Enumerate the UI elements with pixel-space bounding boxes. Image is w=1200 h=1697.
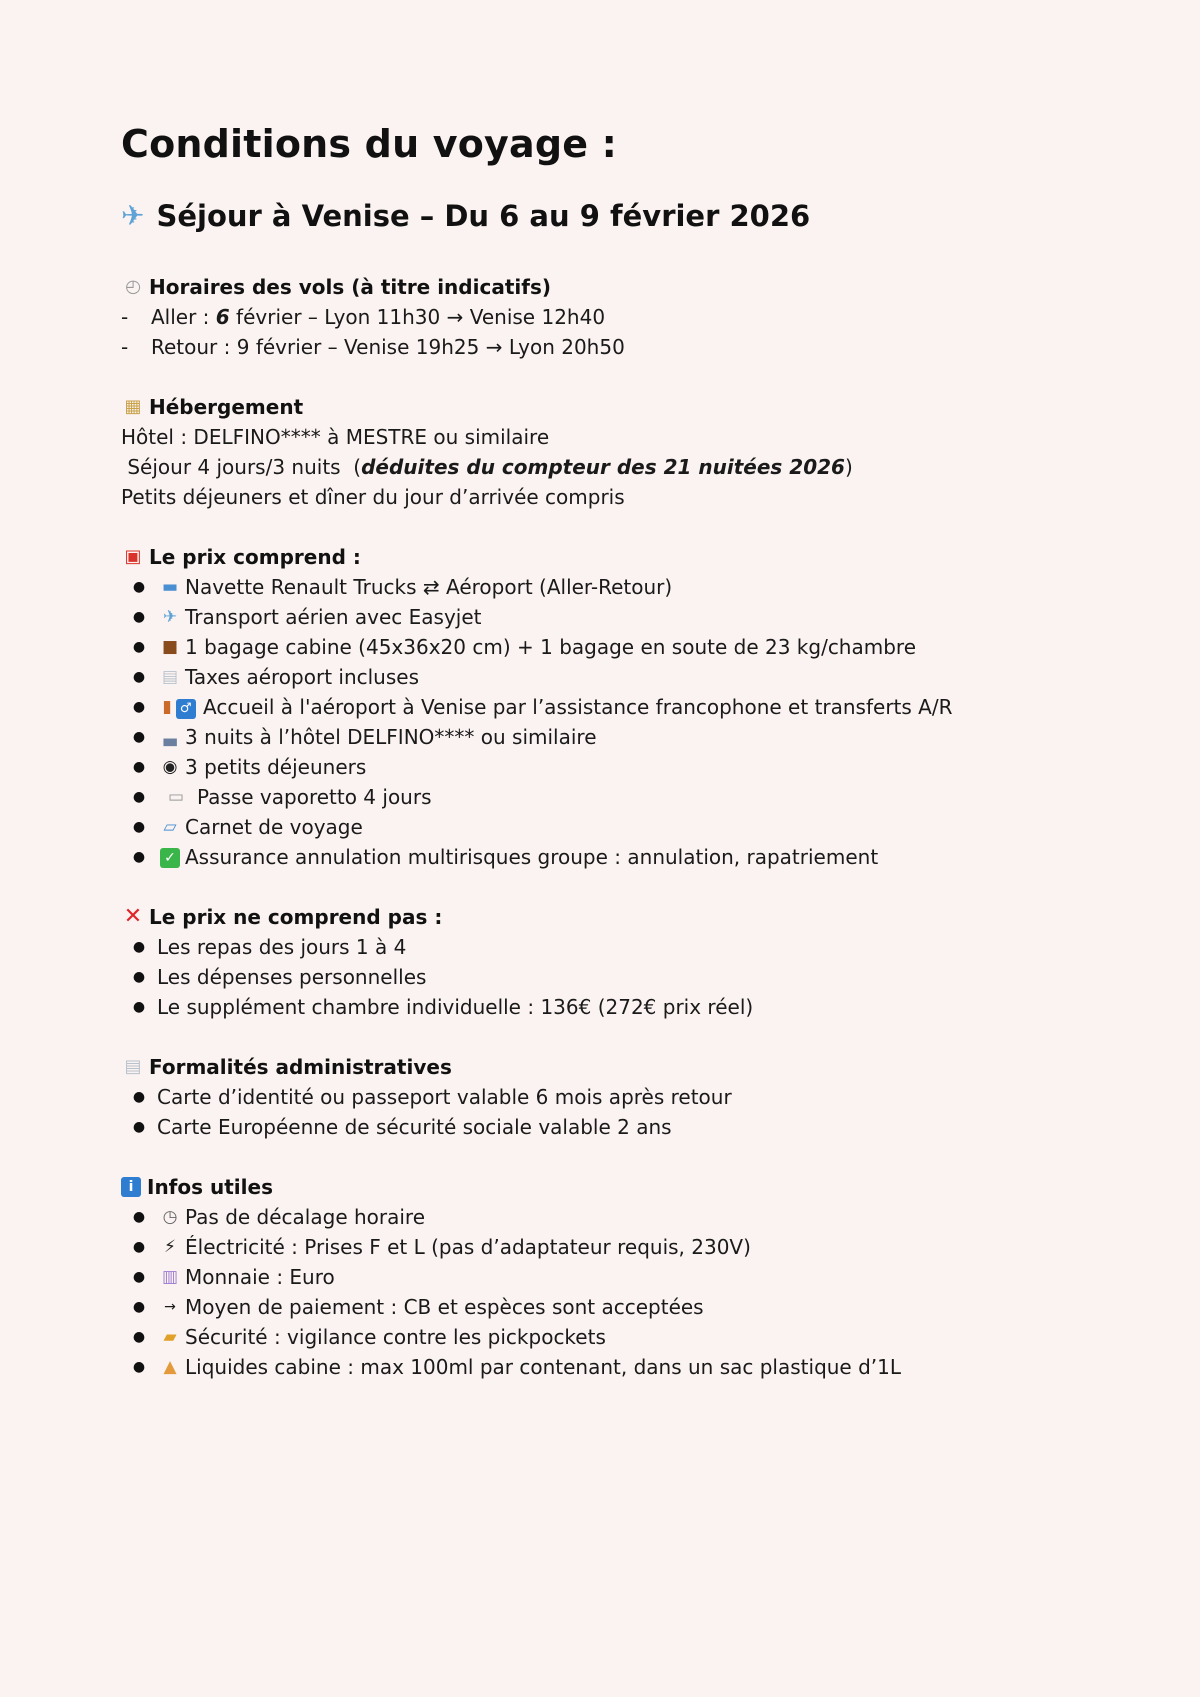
hotel-line: Hôtel : DELFINO**** à MESTRE ou similaire <box>121 425 550 449</box>
airplane-icon: ✈ <box>121 199 145 232</box>
dash-marker: - <box>121 335 129 359</box>
list-item: ● ▃ 3 nuits à l’hôtel DELFINO**** ou similaire <box>121 722 1081 752</box>
plug-icon: ⚡ <box>164 1237 176 1257</box>
suitcase-icon: ■ <box>161 637 179 657</box>
included-section <box>121 542 1081 872</box>
clock-icon: ◴ <box>125 276 141 297</box>
list-item: ● ▱ Carnet de voyage <box>121 812 1081 842</box>
receipt-icon: ▤ <box>161 667 179 687</box>
list-item: ● ▬ Navette Renault Trucks ⇄ Aéroport (Aller-Retour) <box>121 572 1081 602</box>
aller-label: Aller : <box>151 305 216 329</box>
list-item: ● → Moyen de paiement : CB et espèces sont acceptées <box>121 1292 1081 1322</box>
stay-emphasis: déduites du compteur des 21 nuitées 2026 <box>361 455 845 479</box>
document-icon: ▤ <box>124 1056 142 1077</box>
formalities-section <box>121 1052 1081 1142</box>
bus-icon: ▬ <box>161 577 179 597</box>
list-item: ● ▲ Liquides cabine : max 100ml par contenant, dans un sac plastique d’1L <box>121 1352 1081 1382</box>
bed-icon: ▃ <box>163 727 177 747</box>
page-title: Conditions du voyage : <box>121 122 618 166</box>
list-item: ● ■ 1 bagage cabine (45x36x20 cm) + 1 bagage en soute de 23 kg/chambre <box>121 632 1081 662</box>
retour-details: Retour : 9 février – Venise 19h25 → Lyon 20h50 <box>151 335 625 359</box>
included-title <box>121 542 1081 572</box>
list-item: ● ◷ Pas de décalage horaire <box>121 1202 1081 1232</box>
excluded-title-text: Le prix ne comprend pas : <box>149 905 443 929</box>
list-item: ● ▭ Passe vaporetto 4 jours <box>121 782 1081 812</box>
hotel-icon: ▦ <box>124 396 142 417</box>
list-item: ● Carte d’identité ou passeport valable 6 mois après retour <box>132 1085 732 1109</box>
included-title-text: Le prix comprend : <box>149 545 361 569</box>
list-item: ● Le supplément chambre individuelle : 136€ (272€ prix réel) <box>132 995 754 1019</box>
list-item: ● ⚡ Électricité : Prises F et L (pas d’adaptateur requis, 230V) <box>121 1232 1081 1262</box>
formalities-list <box>121 1082 1081 1142</box>
stay-line <box>121 452 1081 482</box>
formalities-title-text: Formalités administratives <box>149 1055 452 1079</box>
lock-icon: ▰ <box>163 1327 177 1347</box>
trip-subtitle <box>121 192 1081 240</box>
flights-title-text: Horaires des vols (à titre indicatifs) <box>149 275 551 299</box>
infos-section <box>121 1172 1081 1382</box>
list-item: ● ▥ Monnaie : Euro <box>121 1262 1081 1292</box>
airplane-icon: ✈ <box>162 607 178 627</box>
pan-icon: ◉ <box>162 757 178 777</box>
accommodation-title <box>121 392 1081 422</box>
accommodation-section <box>121 392 1081 512</box>
gift-icon: ▣ <box>124 546 142 567</box>
dash-marker: - <box>121 305 129 329</box>
money-icon: ▥ <box>161 1267 179 1287</box>
meals-line: Petits déjeuners et dîner du jour d’arrivée compris <box>121 485 625 509</box>
aller-details: février – Lyon 11h30 → Venise 12h40 <box>229 305 606 329</box>
infos-list <box>121 1202 1081 1382</box>
cross-icon: ✕ <box>123 904 143 929</box>
flight-retour <box>121 332 1081 362</box>
list-item: ● ▮ ♂ Accueil à l'aéroport à Venise par l’assistance francophone et transferts A/R <box>121 692 1081 722</box>
stay-prefix: Séjour 4 jours/3 nuits ( <box>121 455 362 479</box>
trip-subtitle-text: Séjour à Venise – Du 6 au 9 février 2026 <box>156 199 811 233</box>
list-item: ● ◉ 3 petits déjeuners <box>121 752 1081 782</box>
flights-title <box>121 272 1081 302</box>
ticket-icon: ▭ <box>167 787 185 807</box>
list-item: ● ✓ Assurance annulation multirisques groupe : annulation, rapatriement <box>121 842 1081 872</box>
included-list <box>121 572 1081 872</box>
document-content <box>121 112 1081 1382</box>
excluded-section <box>121 902 1081 1022</box>
list-item: ● Carte Européenne de sécurité sociale valable 2 ans <box>132 1115 672 1139</box>
aller-day: 6 <box>215 305 230 329</box>
excluded-title <box>121 902 1081 932</box>
excluded-list <box>121 932 1081 1022</box>
list-item: ● ▰ Sécurité : vigilance contre les pickpockets <box>121 1322 1081 1352</box>
flight-aller <box>121 302 1081 332</box>
clock-icon: ◷ <box>162 1207 178 1227</box>
list-item: ● ✈ Transport aérien avec Easyjet <box>121 602 1081 632</box>
bottle-icon: ▲ <box>163 1357 177 1377</box>
formalities-title <box>121 1052 1081 1082</box>
stay-suffix: ) <box>844 455 853 479</box>
info-icon: i <box>121 1177 141 1197</box>
list-item: ● Les dépenses personnelles <box>132 965 427 989</box>
infos-title-text: Infos utiles <box>147 1175 273 1199</box>
check-icon: ✓ <box>157 842 183 872</box>
list-item: ● ▤ Taxes aéroport incluses <box>121 662 1081 692</box>
accommodation-title-text: Hébergement <box>149 395 304 419</box>
list-item: ● Les repas des jours 1 à 4 <box>132 935 407 959</box>
arrow-icon: → <box>164 1299 176 1315</box>
infos-title <box>121 1172 1081 1202</box>
book-icon: ▱ <box>163 817 177 837</box>
person-icon: ▮ ♂ <box>157 692 201 722</box>
flights-section <box>121 272 1081 362</box>
